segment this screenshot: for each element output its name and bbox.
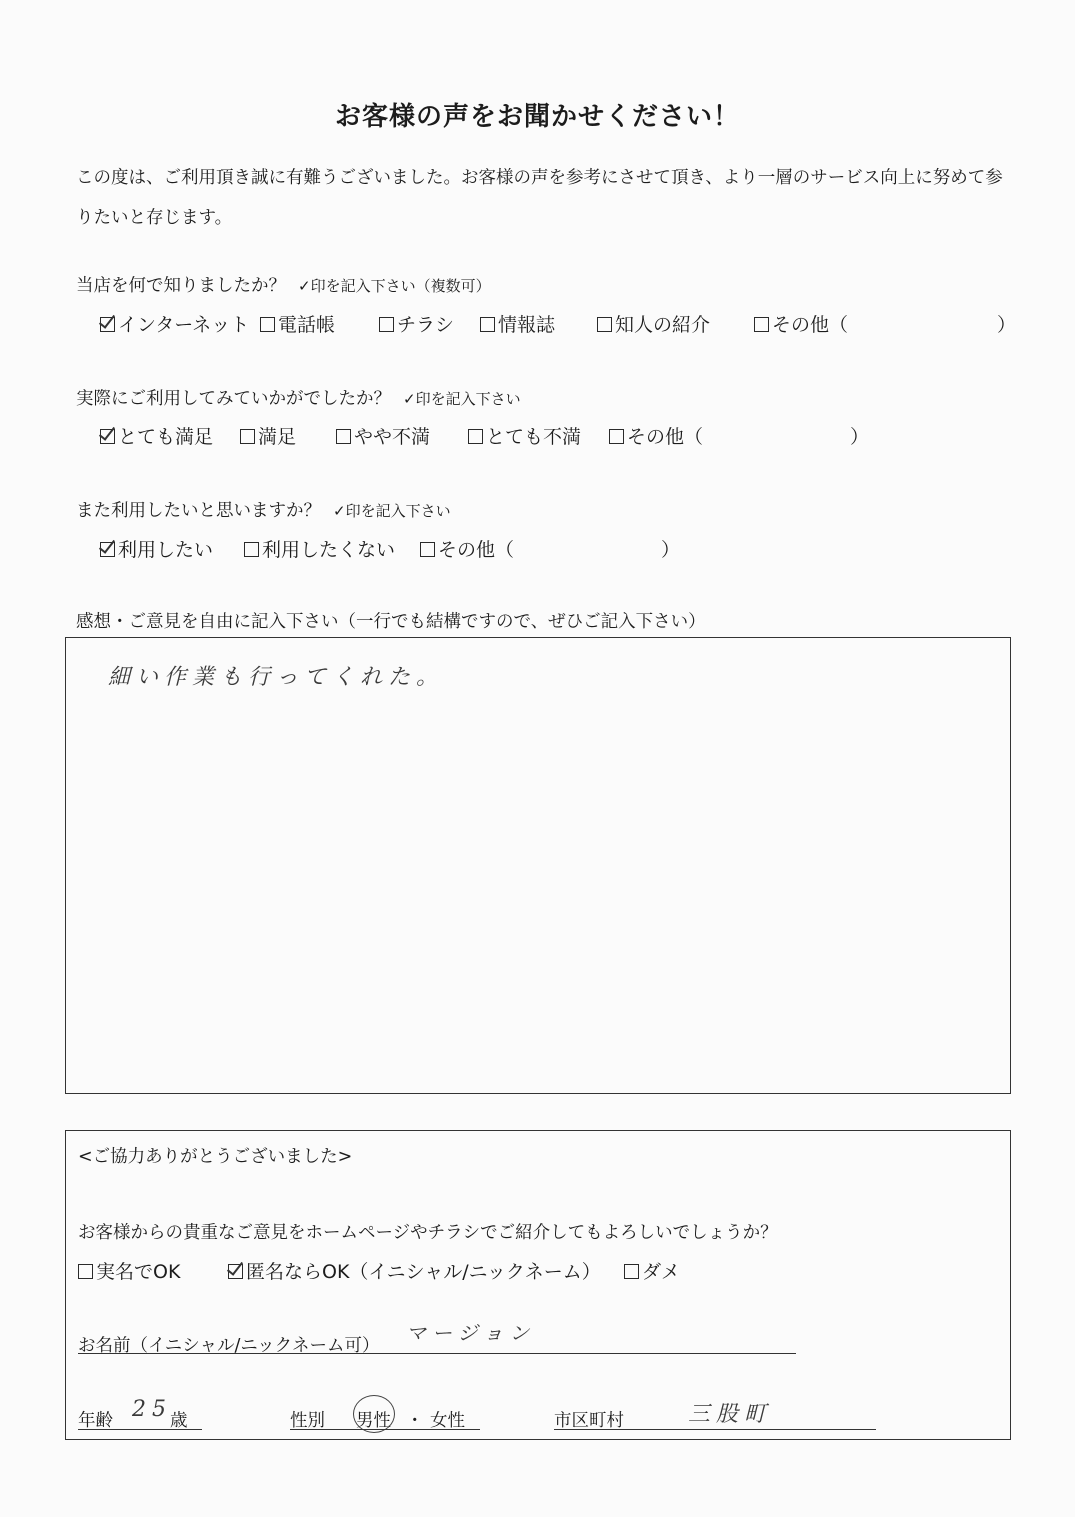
q1-heading <box>76 272 491 297</box>
publish-question: お客様からの貴重なご意見をホームページやチラシでご紹介してもよろしいでしょうか？ <box>78 1223 778 1243</box>
checkbox-icon[interactable] <box>240 429 255 444</box>
age-value[interactable]: 25 <box>132 1397 172 1422</box>
q1-option-internet[interactable]: インターネット <box>100 310 249 337</box>
q1-question: 当店を何で知りましたか？ <box>76 276 286 296</box>
q3-option-other[interactable]: その他（ <box>420 535 514 562</box>
checkbox-icon[interactable] <box>244 542 259 557</box>
intro-text: この度は、ご利用頂き誠に有難うございました。お客様の声を参考にさせて頂き、より一層のサービス向上に努めて参りたいと存じます。 <box>76 168 1003 228</box>
gender-selection-circle <box>353 1395 395 1433</box>
checkbox-icon[interactable] <box>754 317 769 332</box>
checkbox-icon[interactable] <box>100 542 115 557</box>
publish-option-no[interactable]: ダメ <box>624 1257 680 1284</box>
age-unit: 歳 <box>170 1411 188 1431</box>
checkbox-icon[interactable] <box>609 429 624 444</box>
name-value[interactable]: マージョン <box>406 1321 536 1345</box>
city-label: 市区町村 <box>554 1411 624 1431</box>
footer-box <box>65 1130 1011 1440</box>
q3-option-no[interactable]: 利用したくない <box>244 535 395 562</box>
city-value[interactable]: 三股町 <box>688 1402 773 1427</box>
publish-option-anonymous[interactable]: 匿名ならOK（イニシャル/ニックネーム） <box>228 1257 601 1284</box>
comment-box[interactable] <box>65 637 1011 1094</box>
q2-heading <box>76 385 521 410</box>
city-underline <box>554 1429 876 1430</box>
checkbox-icon[interactable] <box>228 1264 243 1279</box>
q3-paren-close: ） <box>661 539 681 561</box>
q2-option-other[interactable]: その他（ <box>609 422 703 449</box>
q2-note: ✓印を記入下さい <box>403 390 521 408</box>
q2-paren-close: ） <box>850 426 870 448</box>
publish-option-real-name[interactable]: 実名でOK <box>78 1257 180 1284</box>
comment-answer: 細い作業も行ってくれた。 <box>108 665 445 690</box>
checkbox-icon[interactable] <box>420 542 435 557</box>
q1-option-referral[interactable]: 知人の紹介 <box>597 310 710 337</box>
q4-heading: 感想・ご意見を自由に記入下さい（一行でも結構ですので、ぜひご記入下さい） <box>76 612 706 632</box>
thanks-text: <ご協力ありがとうございました> <box>78 1147 353 1167</box>
gender-female[interactable]: 女性 <box>430 1411 465 1431</box>
q1-note: ✓印を記入下さい（複数可） <box>298 277 491 295</box>
checkbox-icon[interactable] <box>624 1264 639 1279</box>
q2-option-very-satisfied[interactable]: とても満足 <box>100 422 213 449</box>
checkbox-icon[interactable] <box>336 429 351 444</box>
age-label: 年齢 <box>78 1411 113 1431</box>
age-underline <box>78 1429 202 1430</box>
checkbox-icon[interactable] <box>468 429 483 444</box>
checkbox-icon[interactable] <box>597 317 612 332</box>
gender-underline <box>290 1429 480 1430</box>
q2-question: 実際にご利用してみていかがでしたか？ <box>76 389 391 409</box>
q3-option-yes[interactable]: 利用したい <box>100 535 213 562</box>
q1-option-magazine[interactable]: 情報誌 <box>480 310 555 337</box>
q3-question: また利用したいと思いますか？ <box>76 501 321 521</box>
gender-label: 性別 <box>290 1411 325 1431</box>
name-underline <box>78 1353 796 1354</box>
q1-option-flyer[interactable]: チラシ <box>379 310 454 337</box>
page-title: お客様の声をお聞かせください！ <box>334 102 740 132</box>
gender-separator: ・ <box>406 1411 424 1431</box>
q2-option-very-dissatisfied[interactable]: とても不満 <box>468 422 581 449</box>
q2-option-satisfied[interactable]: 満足 <box>240 422 296 449</box>
q2-option-slightly-dissatisfied[interactable]: やや不満 <box>336 422 430 449</box>
q3-note: ✓印を記入下さい <box>333 502 451 520</box>
name-label: お名前（イニシャル/ニックネーム可） <box>78 1336 380 1356</box>
checkbox-icon[interactable] <box>78 1264 93 1279</box>
checkbox-icon[interactable] <box>480 317 495 332</box>
checkbox-icon[interactable] <box>100 429 115 444</box>
q1-option-other[interactable]: その他（ <box>754 310 848 337</box>
q1-paren-close: ） <box>997 314 1017 336</box>
q3-heading <box>76 497 451 522</box>
gender-male[interactable]: 男性 <box>356 1411 391 1431</box>
checkbox-icon[interactable] <box>100 317 115 332</box>
checkbox-icon[interactable] <box>379 317 394 332</box>
checkbox-icon[interactable] <box>260 317 275 332</box>
q1-option-phonebook[interactable]: 電話帳 <box>260 310 335 337</box>
